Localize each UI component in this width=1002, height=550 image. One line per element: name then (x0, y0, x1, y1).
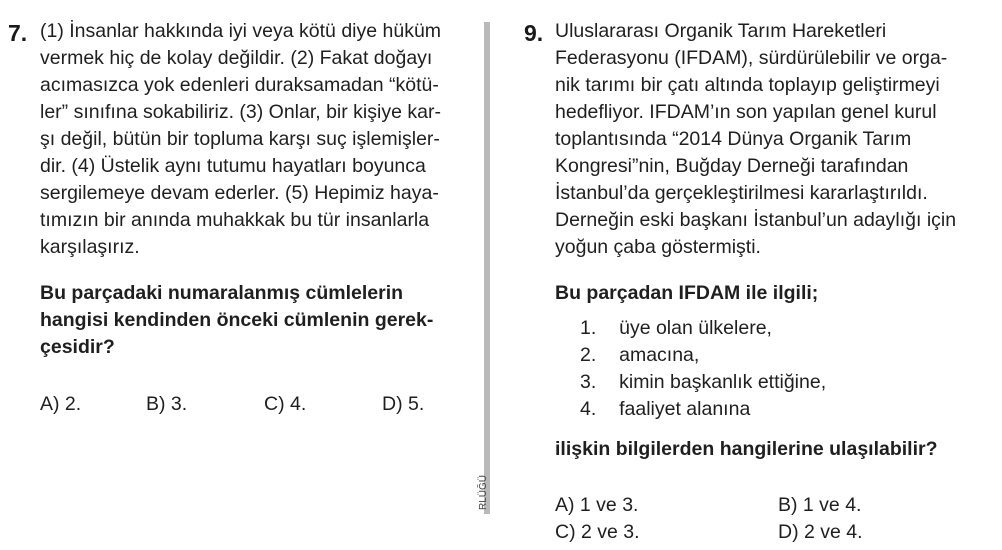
question-stem-line: Bu parçadaki numaralanmış cümlelerin (40, 282, 404, 304)
paragraph-line: karşılaşırız. (40, 236, 140, 258)
paragraph-line: Federasyonu (IFDAM), sürdürülebilir ve orga- (555, 47, 948, 69)
item-text: üye olan ülkelere, (619, 317, 772, 339)
question-number: 7. (8, 20, 28, 46)
paragraph-line: yoğun çaba göstermişti. (555, 236, 761, 258)
option-d[interactable]: D) 5. (382, 393, 425, 415)
option-b[interactable]: B) 3. (146, 393, 188, 415)
paragraph-line: (1) İnsanlar hakkında iyi veya kötü diye hüküm (40, 20, 442, 42)
item-number: 1. (580, 317, 597, 339)
paragraph-line: Uluslararası Organik Tarım Hareketleri (555, 20, 887, 42)
option-d[interactable]: D) 2 ve 4. (778, 521, 863, 543)
question-tail: ilişkin bilgilerden hangilerine ulaşılabilir? (555, 438, 938, 460)
item-text: faaliyet alanına (619, 398, 751, 420)
paragraph-line: ler” sınıfına sokabiliriz. (3) Onlar, bir kişiye kar- (40, 101, 441, 123)
numbered-item (580, 346, 699, 366)
side-label: RLÜĞÜ (478, 474, 489, 510)
paragraph-line: acımasızca yok edenleri duraksamadan “kötü- (40, 74, 439, 96)
paragraph-line: toplantısında “2014 Dünya Organik Tarım (555, 128, 912, 150)
paragraph-line: nik tarımı bir çatı altında toplayıp geliştirmeyi (555, 74, 940, 96)
option-c[interactable]: C) 4. (264, 393, 307, 415)
item-number: 3. (580, 371, 597, 393)
column-divider (484, 22, 490, 514)
numbered-item (580, 400, 750, 420)
option-a[interactable]: A) 2. (40, 393, 82, 415)
item-text: kimin başkanlık ettiğine, (619, 371, 827, 393)
paragraph-line: tımızın bir anında muhakkak bu tür insanlarla (40, 209, 430, 231)
question-number: 9. (524, 20, 544, 46)
paragraph-line: şı değil, bütün bir topluma karşı suç işlemişler- (40, 128, 440, 150)
item-number: 4. (580, 398, 597, 420)
item-number: 2. (580, 344, 597, 366)
option-b[interactable]: B) 1 ve 4. (778, 494, 862, 516)
question-stem-line: hangisi kendinden önceki cümlenin gerek- (40, 309, 434, 331)
paragraph-line: İstanbul’da gerçekleştirilmesi kararlaştırıldı. (555, 182, 928, 204)
paragraph-line: Kongresi”nin, Buğday Derneği tarafından (555, 155, 909, 177)
paragraph-line: sergilemeye devam ederler. (5) Hepimiz haya- (40, 182, 439, 204)
paragraph-line: vermek hiç de kolay değildir. (2) Fakat doğayı (40, 47, 433, 69)
numbered-item (580, 373, 826, 393)
paragraph-line: Derneğin eski başkanı İstanbul’un adaylığı için (555, 209, 957, 231)
paragraph-line: hedefliyor. IFDAM’ın son yapılan genel kurul (555, 101, 937, 123)
question-lead: Bu parçadan IFDAM ile ilgili; (555, 282, 819, 304)
option-a[interactable]: A) 1 ve 3. (555, 494, 639, 516)
item-text: amacına, (619, 344, 700, 366)
numbered-item (580, 319, 772, 339)
question-stem-line: çesidir? (40, 336, 115, 358)
paragraph-line: dir. (4) Üstelik aynı tutumu hayatları boyunca (40, 155, 426, 177)
option-c[interactable]: C) 2 ve 3. (555, 521, 640, 543)
